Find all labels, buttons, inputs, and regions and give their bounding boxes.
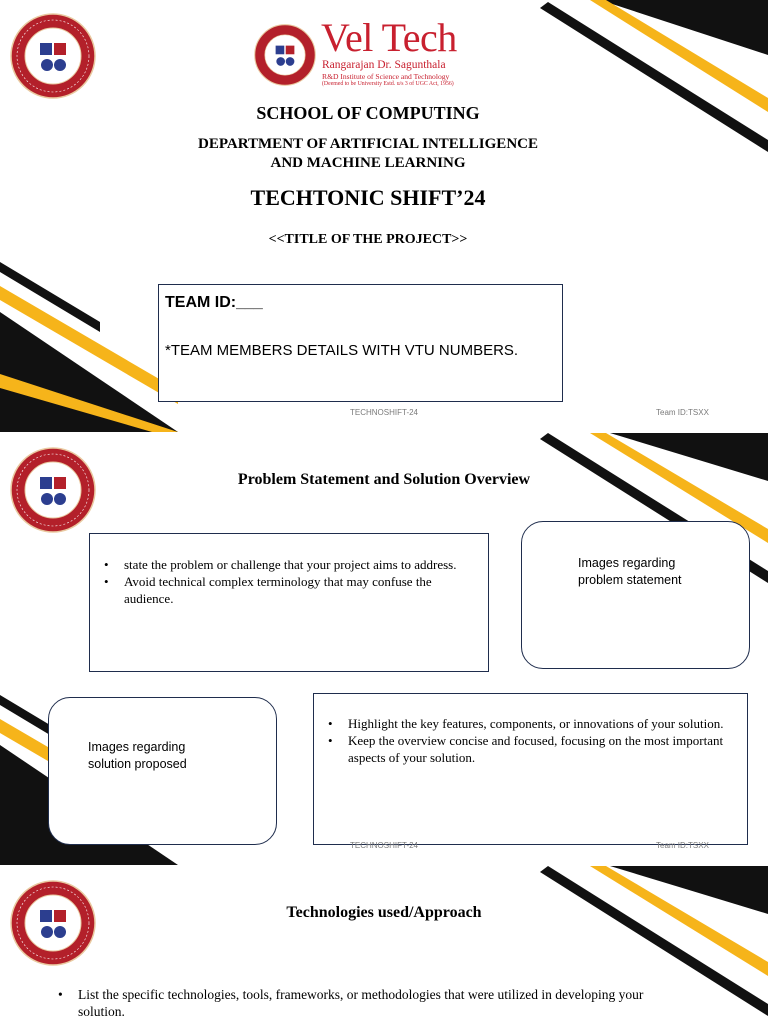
event-title: TECHTONIC SHIFT’24 <box>250 185 486 210</box>
school-heading: SCHOOL OF COMPUTING <box>256 103 480 123</box>
brand-institute: R&D Institute of Science and Technology <box>322 72 450 81</box>
brand-deemed: (Deemed to be University Estd. u/s 3 of UGC Act, 1956) <box>322 81 454 87</box>
slide-problem-solution <box>0 433 768 865</box>
slide-title <box>0 0 768 432</box>
team-details-box <box>158 284 563 402</box>
footer-team-id: Team ID:TSXX <box>656 841 709 850</box>
department-line-2: AND MACHINE LEARNING <box>270 155 466 171</box>
footer-team-id: Team ID:TSXX <box>656 408 709 417</box>
problem-images-box <box>521 521 750 669</box>
slide-technologies <box>0 866 768 1024</box>
slide-title: Problem Statement and Solution Overview <box>237 471 531 488</box>
university-seal-icon <box>10 13 96 99</box>
technologies-list <box>44 986 684 1020</box>
brand-subtitle: Rangarajan Dr. Sagunthala <box>322 59 446 71</box>
technology-bullet: • List the specific technologies, tools, frameworks, or methodologies that were utilized in developing your solution. <box>44 986 684 1020</box>
stripe-dark-top <box>600 0 768 55</box>
team-members-label: *TEAM MEMBERS DETAILS WITH VTU NUMBERS. <box>165 342 519 359</box>
problem-images-label: Images regarding problem statement <box>578 556 682 587</box>
brand-name: Vel Tech <box>321 15 457 60</box>
university-seal-icon <box>10 447 96 533</box>
project-title-placeholder: <<TITLE OF THE PROJECT>> <box>268 232 468 247</box>
problem-bullet: • state the problem or challenge that your project aims to address. <box>90 556 474 573</box>
solution-bullet: • Highlight the key features, components, or innovations of your solution. <box>314 715 733 732</box>
team-id-label: TEAM ID:___ <box>165 294 263 311</box>
problem-statement-box <box>89 533 489 672</box>
university-seal-icon <box>10 880 96 966</box>
department-line-1: DEPARTMENT OF ARTIFICIAL INTELLIGENCE <box>198 136 538 152</box>
solution-overview-box <box>313 693 748 845</box>
slide-title: Technologies used/Approach <box>286 904 482 921</box>
footer-event: TECHNOSHIFT-24 <box>350 841 419 850</box>
problem-bullet: • Avoid technical complex terminology that may confuse the audience. <box>90 573 474 607</box>
veltech-seal-icon <box>254 24 316 86</box>
solution-images-box <box>48 697 277 845</box>
solution-images-label: Images regarding solution proposed <box>88 740 187 771</box>
stripe-dark-bottom <box>0 312 178 432</box>
footer-event: TECHNOSHIFT-24 <box>350 408 419 417</box>
solution-bullet: • Keep the overview concise and focused, focusing on the most important aspects of your solution. <box>314 732 733 766</box>
